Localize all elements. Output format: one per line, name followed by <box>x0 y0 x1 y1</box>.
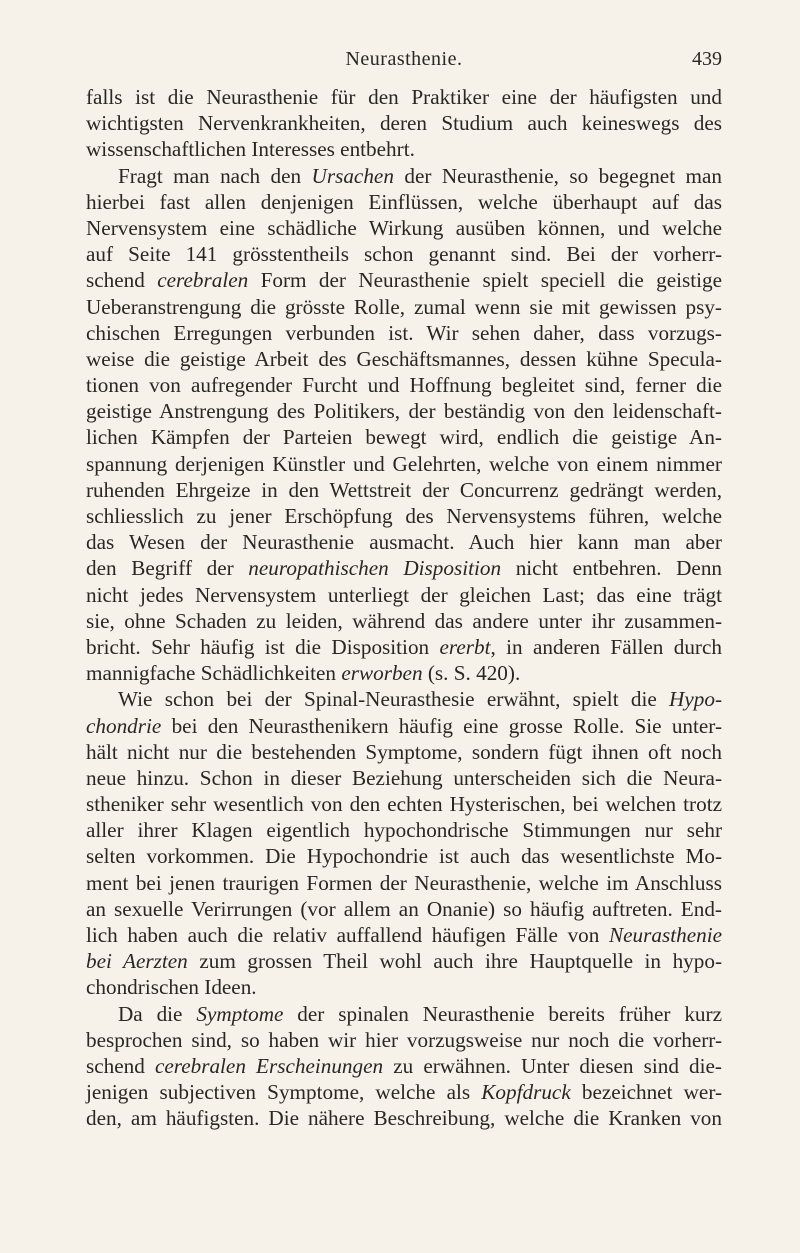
italic-text: neuropathischen Disposition <box>248 556 502 581</box>
text-segment: Form der Neurasthenie spielt speciell die geistige <box>248 268 722 293</box>
text-segment: Nervensystem eine schädliche Wirkung ausüben können, und welche <box>86 215 722 240</box>
text-segment: bei den Neurasthenikern häufig eine grosse Rolle. Sie unter- <box>161 713 722 738</box>
text-segment: , in anderen Fällen durch <box>490 634 722 659</box>
text-line <box>86 84 722 110</box>
text-segment: schliesslich zu jener Erschöpfung des Nervensystems führen, welche <box>86 504 722 528</box>
text-line <box>86 267 722 293</box>
text-segment: chondrischen Ideen. <box>86 975 257 1000</box>
text-line <box>86 608 722 634</box>
text-line <box>86 922 722 948</box>
italic-text: Neurasthenie <box>609 923 722 947</box>
text-line <box>86 451 722 477</box>
text-segment: Ueberanstrengung die grösste Rolle, zumal wenn sie mit gewissen psy- <box>86 294 722 319</box>
text-segment: zum grossen Theil wohl auch ihre Hauptquelle in hypo- <box>187 949 722 974</box>
text-segment: auf Seite 141 grösstentheils schon genannt sind. Bei der vorherr- <box>86 242 722 267</box>
text-segment: Da die <box>118 1001 197 1026</box>
text-line <box>86 1053 722 1079</box>
text-segment: jenigen subjectiven Symptome, welche als <box>86 1080 482 1105</box>
text-segment: stheniker sehr wesentlich von den echten Hysterischen, bei welchen trotz <box>86 792 722 817</box>
text-line <box>86 817 722 843</box>
text-segment: der Neurasthenie, so begegnet man <box>393 163 722 188</box>
text-line <box>86 503 722 529</box>
text-segment: zu erwähnen. Unter diesen sind die- <box>383 1053 722 1078</box>
italic-text: Hypo- <box>669 687 722 712</box>
text-line <box>86 424 722 450</box>
text-segment: selten vorkommen. Die Hypochondrie ist auch das wesentlichste Mo- <box>86 844 722 869</box>
running-title: Neurasthenie. <box>345 48 463 70</box>
text-segment: neue hinzu. Schon in dieser Beziehung unterscheiden sich die Neura- <box>86 765 722 790</box>
text-segment: aller ihrer Klagen eigentlich hypochondrische Stimmungen nur sehr <box>86 818 722 843</box>
text-line <box>86 163 722 189</box>
text-segment: hält nicht nur die bestehenden Symptome, sondern fügt ihnen oft noch <box>86 739 722 764</box>
text-segment: geistige Anstrengung des Politikers, der beständig von den leidenschaft- <box>86 399 722 424</box>
text-line <box>86 974 722 1000</box>
text-segment: wissenschaftlichen Interesses entbehrt. <box>86 137 415 162</box>
text-line <box>86 660 722 686</box>
text-segment: schend <box>86 1053 155 1078</box>
text-line <box>86 896 722 922</box>
text-line <box>86 1001 722 1027</box>
italic-text: bei Aerzten <box>86 949 188 974</box>
text-line <box>86 215 722 241</box>
text-line <box>86 477 722 503</box>
text-line <box>86 870 722 896</box>
text-line <box>86 241 722 267</box>
text-segment: mannigfache Schädlichkeiten <box>86 661 342 686</box>
text-line <box>86 555 722 581</box>
text-line <box>86 582 722 608</box>
text-segment: an sexuelle Verirrungen (vor allem an Onanie) so häufig auftreten. End- <box>86 896 722 921</box>
text-segment: lich haben auch die relativ auffallend häufigen Fälle von <box>86 923 610 947</box>
text-line <box>86 713 722 739</box>
text-segment: nicht jedes Nervensystem unterliegt der gleichen Last; das eine trägt <box>86 582 722 607</box>
text-line <box>86 843 722 869</box>
text-line <box>86 634 722 660</box>
text-line <box>86 110 722 136</box>
text-line <box>86 739 722 765</box>
text-segment: besprochen sind, so haben wir hier vorzugsweise nur noch die vorherr- <box>86 1027 722 1052</box>
text-line <box>86 948 722 974</box>
text-segment: schend <box>86 268 158 293</box>
text-segment: ruhenden Ehrgeize in den Wettstreit der Concurrenz gedrängt werden, <box>86 477 722 502</box>
text-segment: weise die geistige Arbeit des Geschäftsmannes, dessen kühne Specula- <box>86 346 722 371</box>
text-segment: bricht. Sehr häufig ist die Disposition <box>86 634 440 659</box>
text-line <box>86 529 722 555</box>
text-segment: chischen Erregungen verbunden ist. Wir sehen daher, dass vorzugs- <box>86 320 722 345</box>
text-line <box>86 791 722 817</box>
text-segment: (s. S. 420). <box>422 661 521 686</box>
body-text <box>86 84 722 1132</box>
text-segment: hierbei fast allen denjenigen Einflüssen, welche überhaupt auf das <box>86 189 722 214</box>
italic-text: Kopfdruck <box>481 1080 571 1105</box>
text-segment: das Wesen der Neurasthenie ausmacht. Auch hier kann man aber <box>86 530 722 555</box>
italic-text: cerebralen Erscheinungen <box>154 1053 384 1078</box>
text-line <box>86 765 722 791</box>
text-segment: ment bei jenen traurigen Formen der Neurasthenie, welche im Anschluss <box>86 870 722 895</box>
page-header <box>86 48 722 78</box>
italic-text: ererbt <box>439 634 491 659</box>
text-segment: spannung derjenigen Künstler und Gelehrten, welche von einem nimmer <box>86 451 722 476</box>
text-segment: sie, ohne Schaden zu leiden, während das andere unter ihr zusammen- <box>86 608 722 633</box>
text-line <box>86 136 722 162</box>
text-segment: tionen von aufregender Furcht und Hoffnung begleitet sind, ferner die <box>86 373 722 398</box>
text-segment: Fragt man nach den <box>118 163 312 188</box>
text-line <box>86 294 722 320</box>
text-line <box>86 372 722 398</box>
text-segment: lichen Kämpfen der Parteien bewegt wird, endlich die geistige An- <box>86 425 722 450</box>
text-line <box>86 189 722 215</box>
text-line <box>86 1105 722 1131</box>
text-segment: der spinalen Neurasthenie bereits früher kurz <box>283 1001 722 1026</box>
text-segment: Wie schon bei der Spinal-Neurasthesie erwähnt, spielt die <box>118 687 670 712</box>
italic-text: Ursachen <box>311 163 394 188</box>
italic-text: Symptome <box>196 1001 284 1026</box>
text-segment: nicht entbehren. Denn <box>501 556 723 581</box>
text-line <box>86 1027 722 1053</box>
text-segment: bezeichnet wer- <box>570 1080 723 1105</box>
italic-text: cerebralen <box>157 268 249 293</box>
text-segment: den Begriff der <box>86 556 249 581</box>
text-segment: falls ist die Neurasthenie für den Praktiker eine der häufigsten und <box>86 85 722 109</box>
text-segment: den, am häufigsten. Die nähere Beschreibung, welche die Kranken von <box>86 1106 722 1131</box>
text-line <box>86 398 722 424</box>
italic-text: chondrie <box>86 713 162 738</box>
text-segment: wichtigsten Nervenkrankheiten, deren Studium auch keineswegs des <box>86 111 722 136</box>
text-line <box>86 320 722 346</box>
text-line <box>86 346 722 372</box>
text-line <box>86 686 722 712</box>
text-line <box>86 1079 722 1105</box>
page-number: 439 <box>692 48 722 70</box>
italic-text: erworben <box>341 661 423 686</box>
